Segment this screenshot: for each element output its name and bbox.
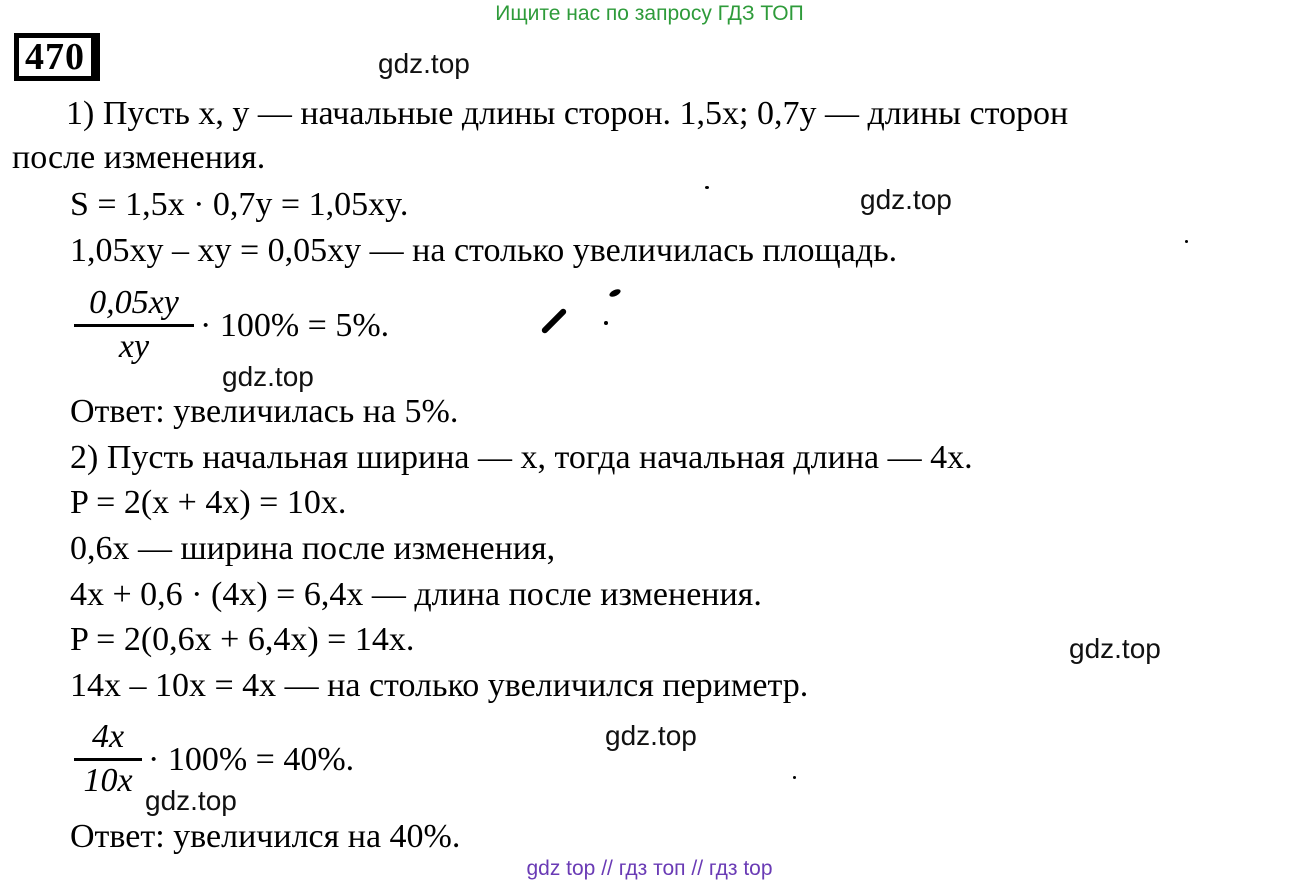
watermark: gdz.top	[1069, 633, 1161, 664]
solution-line-13: · 100% = 40%.	[148, 741, 355, 778]
solution-line-3: S = 1,5x · 0,7y = 1,05xy.	[70, 186, 409, 223]
solution-line-14: Ответ: увеличился на 40%.	[70, 818, 461, 855]
fraction-bar	[74, 758, 142, 761]
top-banner: Ищите нас по запросу ГДЗ ТОП	[495, 2, 804, 25]
fraction-denominator: xy	[118, 328, 150, 365]
scan-speck	[705, 186, 709, 189]
watermark: gdz.top	[605, 720, 697, 751]
problem-number: 470	[14, 33, 100, 81]
scan-speck	[604, 321, 608, 325]
fraction-denominator: 10x	[83, 762, 133, 799]
scan-speck	[608, 288, 621, 299]
fraction-area-2	[74, 718, 142, 808]
fraction-bar	[74, 324, 194, 327]
solution-line-9: 0,6x — ширина после изменения,	[70, 530, 556, 567]
solution-line-4: 1,05xy – xy = 0,05xy — на столько увеличилась площадь.	[70, 232, 898, 269]
fraction-numerator: 0,05xy	[89, 284, 179, 321]
scan-speck	[1185, 240, 1188, 243]
solution-line-7: 2) Пусть начальная ширина — x, тогда начальная длина — 4x.	[70, 439, 973, 476]
scan-speck	[793, 776, 796, 779]
watermark: gdz.top	[145, 785, 237, 816]
watermark: gdz.top	[378, 48, 470, 79]
scan-mark	[541, 308, 568, 335]
solution-line-12: 14x – 10x = 4x — на столько увеличился периметр.	[70, 667, 809, 704]
solution-line-6: Ответ: увеличилась на 5%.	[70, 393, 459, 430]
solution-line-5: · 100% = 5%.	[200, 307, 390, 344]
bottom-banner: gdz top // гдз топ // гдз top	[526, 857, 773, 880]
fraction-numerator: 4x	[91, 718, 125, 755]
fraction-area	[74, 284, 194, 374]
watermark: gdz.top	[860, 184, 952, 215]
solution-line-1: 1) Пусть x, y — начальные длины сторон. 1,5x; 0,7y — длины сторон	[66, 95, 1069, 132]
solution-line-2: после изменения.	[12, 139, 266, 176]
solution-line-10: 4x + 0,6 · (4x) = 6,4x — длина после изменения.	[70, 576, 762, 613]
watermark: gdz.top	[222, 361, 314, 392]
solution-line-8: P = 2(x + 4x) = 10x.	[70, 484, 347, 521]
solution-line-11: P = 2(0,6x + 6,4x) = 14x.	[70, 621, 415, 658]
